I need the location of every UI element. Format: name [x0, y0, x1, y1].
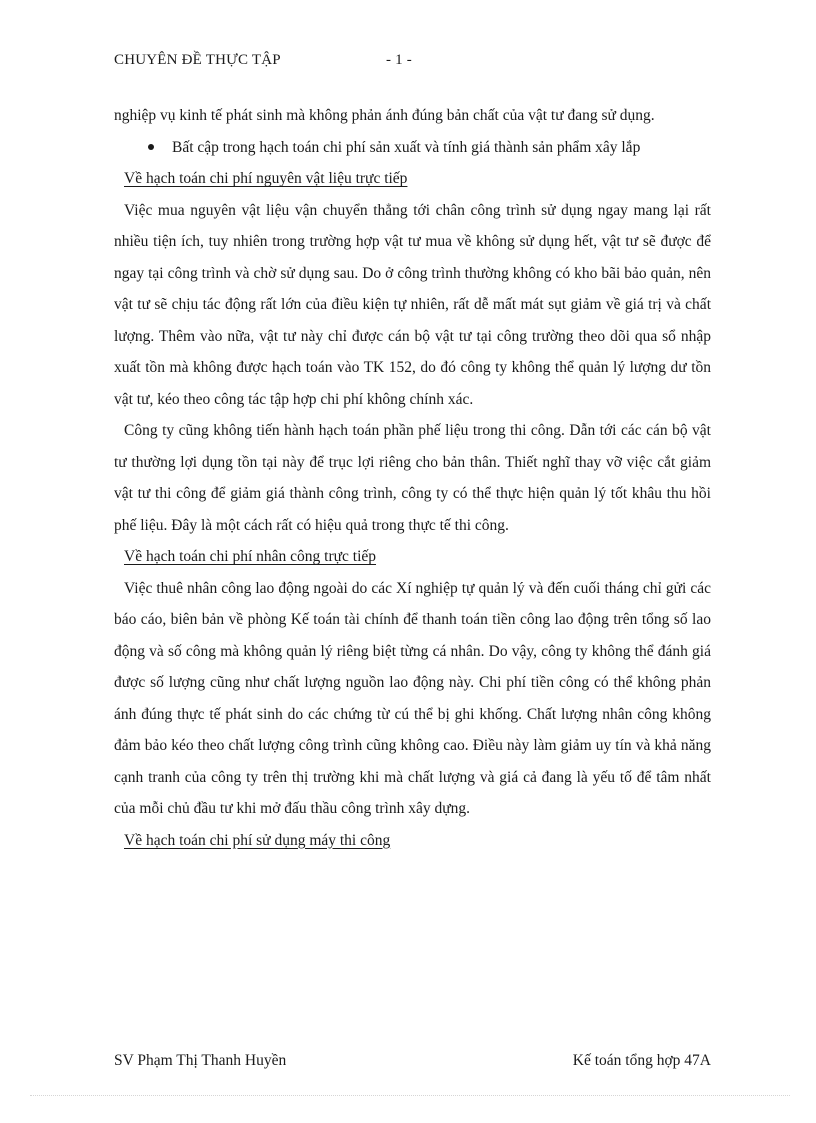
- section-heading-labor: Về hạch toán chi phí nhân công trực tiếp: [124, 548, 377, 565]
- paragraph-continued: nghiệp vụ kinh tế phát sinh mà không phản ánh đúng bản chất của vật tư đang sử dụng.: [114, 107, 655, 124]
- footer-class: Kế toán tổng hợp 47A: [572, 1052, 711, 1069]
- footer-student-name: SV Phạm Thị Thanh Huyền: [114, 1052, 287, 1069]
- page-divider: [30, 1095, 790, 1096]
- paragraph-labor: Việc thuê nhân công lao động ngoài do các Xí nghiệp tự quản lý và đến cuối tháng chỉ gửi các báo cáo, biên bản về phòng Kế toán tài chính để thanh toán tiền công lao động trên tổng số lao động và số công mà không quản lý riêng biệt từng cá nhân. Do vậy, công ty không thể đánh giá được số lượng cũng như chất lượng nguồn lao động này. Chi phí tiền công có thể không phản ánh đúng thực tế phát sinh do các chứng từ cú thể bị ghi khống. Chất lượng nhân công không đảm bảo kéo theo chất lượng công trình cũng không cao. Điều này làm giảm uy tín và khả năng cạnh tranh của công ty trên thị trường khi mà chất lượng và giá cả đang là yếu tố để tâm nhất của mỗi chủ đầu tư khi mở đấu thầu công trình xây dựng.: [114, 579, 711, 817]
- bullet-item: [114, 132, 711, 164]
- paragraph-materials: Việc mua nguyên vật liệu vận chuyển thẳng tới chân công trình sử dụng ngay mang lại rất nhiều tiện ích, tuy nhiên trong trường hợp vật tư mua về không sử dụng hết, vật tư sẽ được để ngay tại công trình và chờ sử dụng sau. Do ở công trình thường không có kho bãi bảo quản, nên vật tư sẽ chịu tác động rất lớn của điều kiện tự nhiên, rất dễ mất mát sụt giảm về giá trị và chất lượng. Thêm vào nữa, vật tư này chỉ được cán bộ vật tư tại công trường theo dõi qua sổ nhập xuất tồn mà không được hạch toán vào TK 152, do đó công ty không thể quản lý lượng dư tồn vật tư, kéo theo công tác tập hợp chi phí không chính xác.: [114, 201, 711, 408]
- bullet-icon: [148, 144, 154, 150]
- section-heading-materials: Về hạch toán chi phí nguyên vật liệu trực tiếp: [124, 170, 408, 187]
- document-body: [114, 100, 711, 856]
- bullet-text: Bất cập trong hạch toán chi phí sản xuất và tính giá thành sản phẩm xây lắp: [172, 138, 641, 156]
- page-number: - 1 -: [386, 52, 412, 68]
- section-heading-machinery: Về hạch toán chi phí sử dụng máy thi công: [124, 831, 391, 849]
- document-title: CHUYÊN ĐỀ THỰC TẬP: [114, 52, 281, 68]
- paragraph-scrap: Công ty cũng không tiến hành hạch toán phần phế liệu trong thi công. Dẫn tới các cán bộ vật tư thường lợi dụng tồn tại này để trục lợi riêng cho bản thân. Thiết nghĩ thay vỡ việc cắt giảm vật tư thi công để giảm giá thành công trình, công ty có thể thực hiện quản lý tốt khâu thu hồi phế liệu. Đây là một cách rất có hiệu quả trong thực tế thi công.: [114, 422, 711, 534]
